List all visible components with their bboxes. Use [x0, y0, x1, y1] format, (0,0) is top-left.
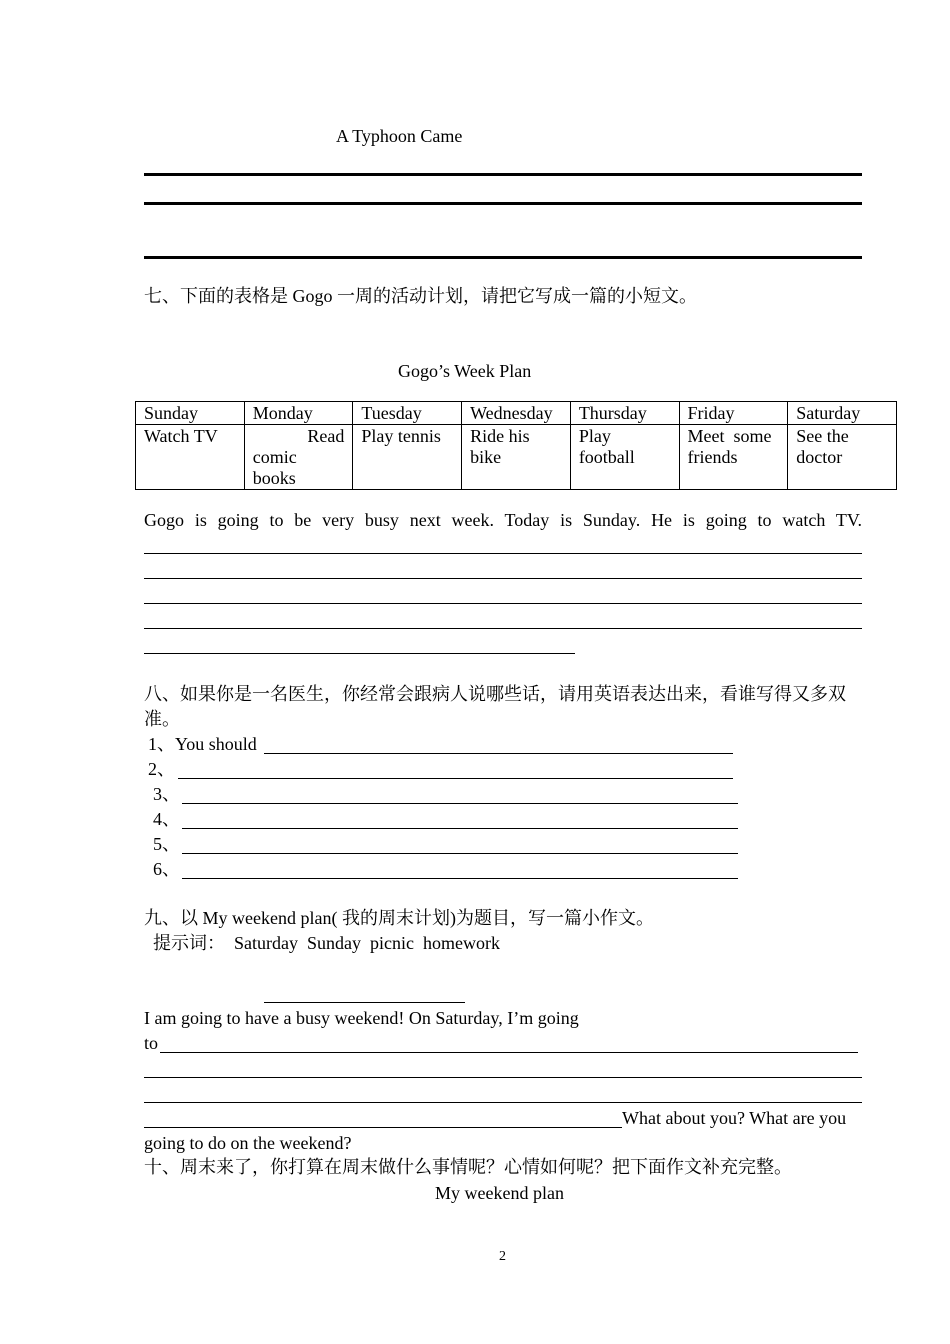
typhoon-title: A Typhoon Came: [336, 126, 463, 146]
doctor-item-4-label: 4、: [153, 809, 180, 829]
essay-line2-start: to: [144, 1033, 159, 1053]
section9-heading: 九、以 My weekend plan( 我的周末计划)为题目，写一篇小作文。: [144, 908, 654, 928]
activity-saturday: [788, 425, 897, 490]
writing-rule-3: [144, 256, 862, 259]
doctor-item-3-line[interactable]: [182, 803, 738, 804]
week-plan-table: [135, 401, 897, 490]
doctor-item-5-line[interactable]: [182, 853, 738, 854]
doctor-item-3-label: 3、: [153, 784, 180, 804]
section7-heading: 七、下面的表格是 Gogo 一周的活动计划，请把它写成一篇的小短文。: [144, 286, 697, 306]
activity-line: friends: [687, 447, 738, 467]
doctor-item-1-label: 1、You should: [148, 734, 257, 754]
activity-line: Play tennis: [361, 426, 441, 446]
activity-line: doctor: [796, 447, 843, 467]
activity-line: football: [578, 447, 635, 467]
answer-line[interactable]: [144, 553, 862, 554]
section7-starter-text: Gogo is going to be very busy next week. Today is Sunday. He is going to watch TV.: [144, 510, 862, 530]
activity-line: Meet some: [687, 426, 772, 446]
table-activity-row: [136, 425, 897, 490]
essay-answer-line[interactable]: [144, 1077, 862, 1078]
section8-heading-line2: 准。: [144, 709, 180, 729]
doctor-item-4-line[interactable]: [182, 828, 738, 829]
day-saturday: Saturday: [788, 402, 897, 425]
activity-thursday: [570, 425, 679, 490]
activity-line: Read: [307, 426, 345, 446]
activity-line: comic: [252, 447, 297, 467]
activity-line: See the: [796, 426, 849, 446]
section9-hint: 提示词： Saturday Sunday picnic homework: [153, 933, 500, 953]
essay-answer-line[interactable]: [144, 1127, 622, 1128]
activity-sunday: [136, 425, 245, 490]
writing-rule-1: [144, 173, 862, 176]
answer-line[interactable]: [144, 578, 862, 579]
essay-line1: I am going to have a busy weekend! On Saturday, I’m going: [144, 1008, 579, 1028]
activity-line: bike: [470, 447, 502, 467]
activity-line: books: [252, 468, 296, 488]
day-wednesday: Wednesday: [462, 402, 571, 425]
doctor-item-6-line[interactable]: [182, 878, 738, 879]
activity-wednesday: [462, 425, 571, 490]
answer-line[interactable]: [144, 628, 862, 629]
activity-line: Watch TV: [144, 426, 218, 446]
writing-rule-2: [144, 202, 862, 205]
activity-line: Ride his: [470, 426, 530, 446]
activity-tuesday: [353, 425, 462, 490]
doctor-item-2-label: 2、: [148, 759, 175, 779]
table-header-row: [136, 402, 897, 425]
activity-monday: [244, 425, 353, 490]
section10-heading: 十、周末来了，你打算在周末做什么事情呢？心情如何呢？把下面作文补充完整。: [144, 1157, 792, 1177]
day-sunday: Sunday: [136, 402, 245, 425]
answer-line[interactable]: [144, 653, 575, 654]
activity-friday: [679, 425, 788, 490]
doctor-item-5-label: 5、: [153, 834, 180, 854]
essay-answer-line[interactable]: [160, 1052, 858, 1053]
day-tuesday: Tuesday: [353, 402, 462, 425]
activity-line: Play: [578, 426, 611, 446]
day-monday: Monday: [244, 402, 353, 425]
essay-tail-text: What about you? What are you: [622, 1108, 847, 1128]
essay-title-line[interactable]: [264, 1002, 465, 1003]
page-number: 2: [499, 1249, 506, 1264]
day-friday: Friday: [679, 402, 788, 425]
week-plan-title: Gogo’s Week Plan: [398, 361, 532, 381]
answer-line[interactable]: [144, 603, 862, 604]
section8-heading-line1: 八、如果你是一名医生，你经常会跟病人说哪些话，请用英语表达出来，看谁写得又多双: [144, 684, 846, 704]
day-thursday: Thursday: [570, 402, 679, 425]
doctor-item-1-line[interactable]: [264, 753, 733, 754]
essay-answer-line[interactable]: [144, 1102, 862, 1103]
doctor-item-2-line[interactable]: [178, 778, 733, 779]
essay-last-line: going to do on the weekend?: [144, 1133, 352, 1153]
section10-title: My weekend plan: [435, 1183, 564, 1203]
doctor-item-6-label: 6、: [153, 859, 180, 879]
